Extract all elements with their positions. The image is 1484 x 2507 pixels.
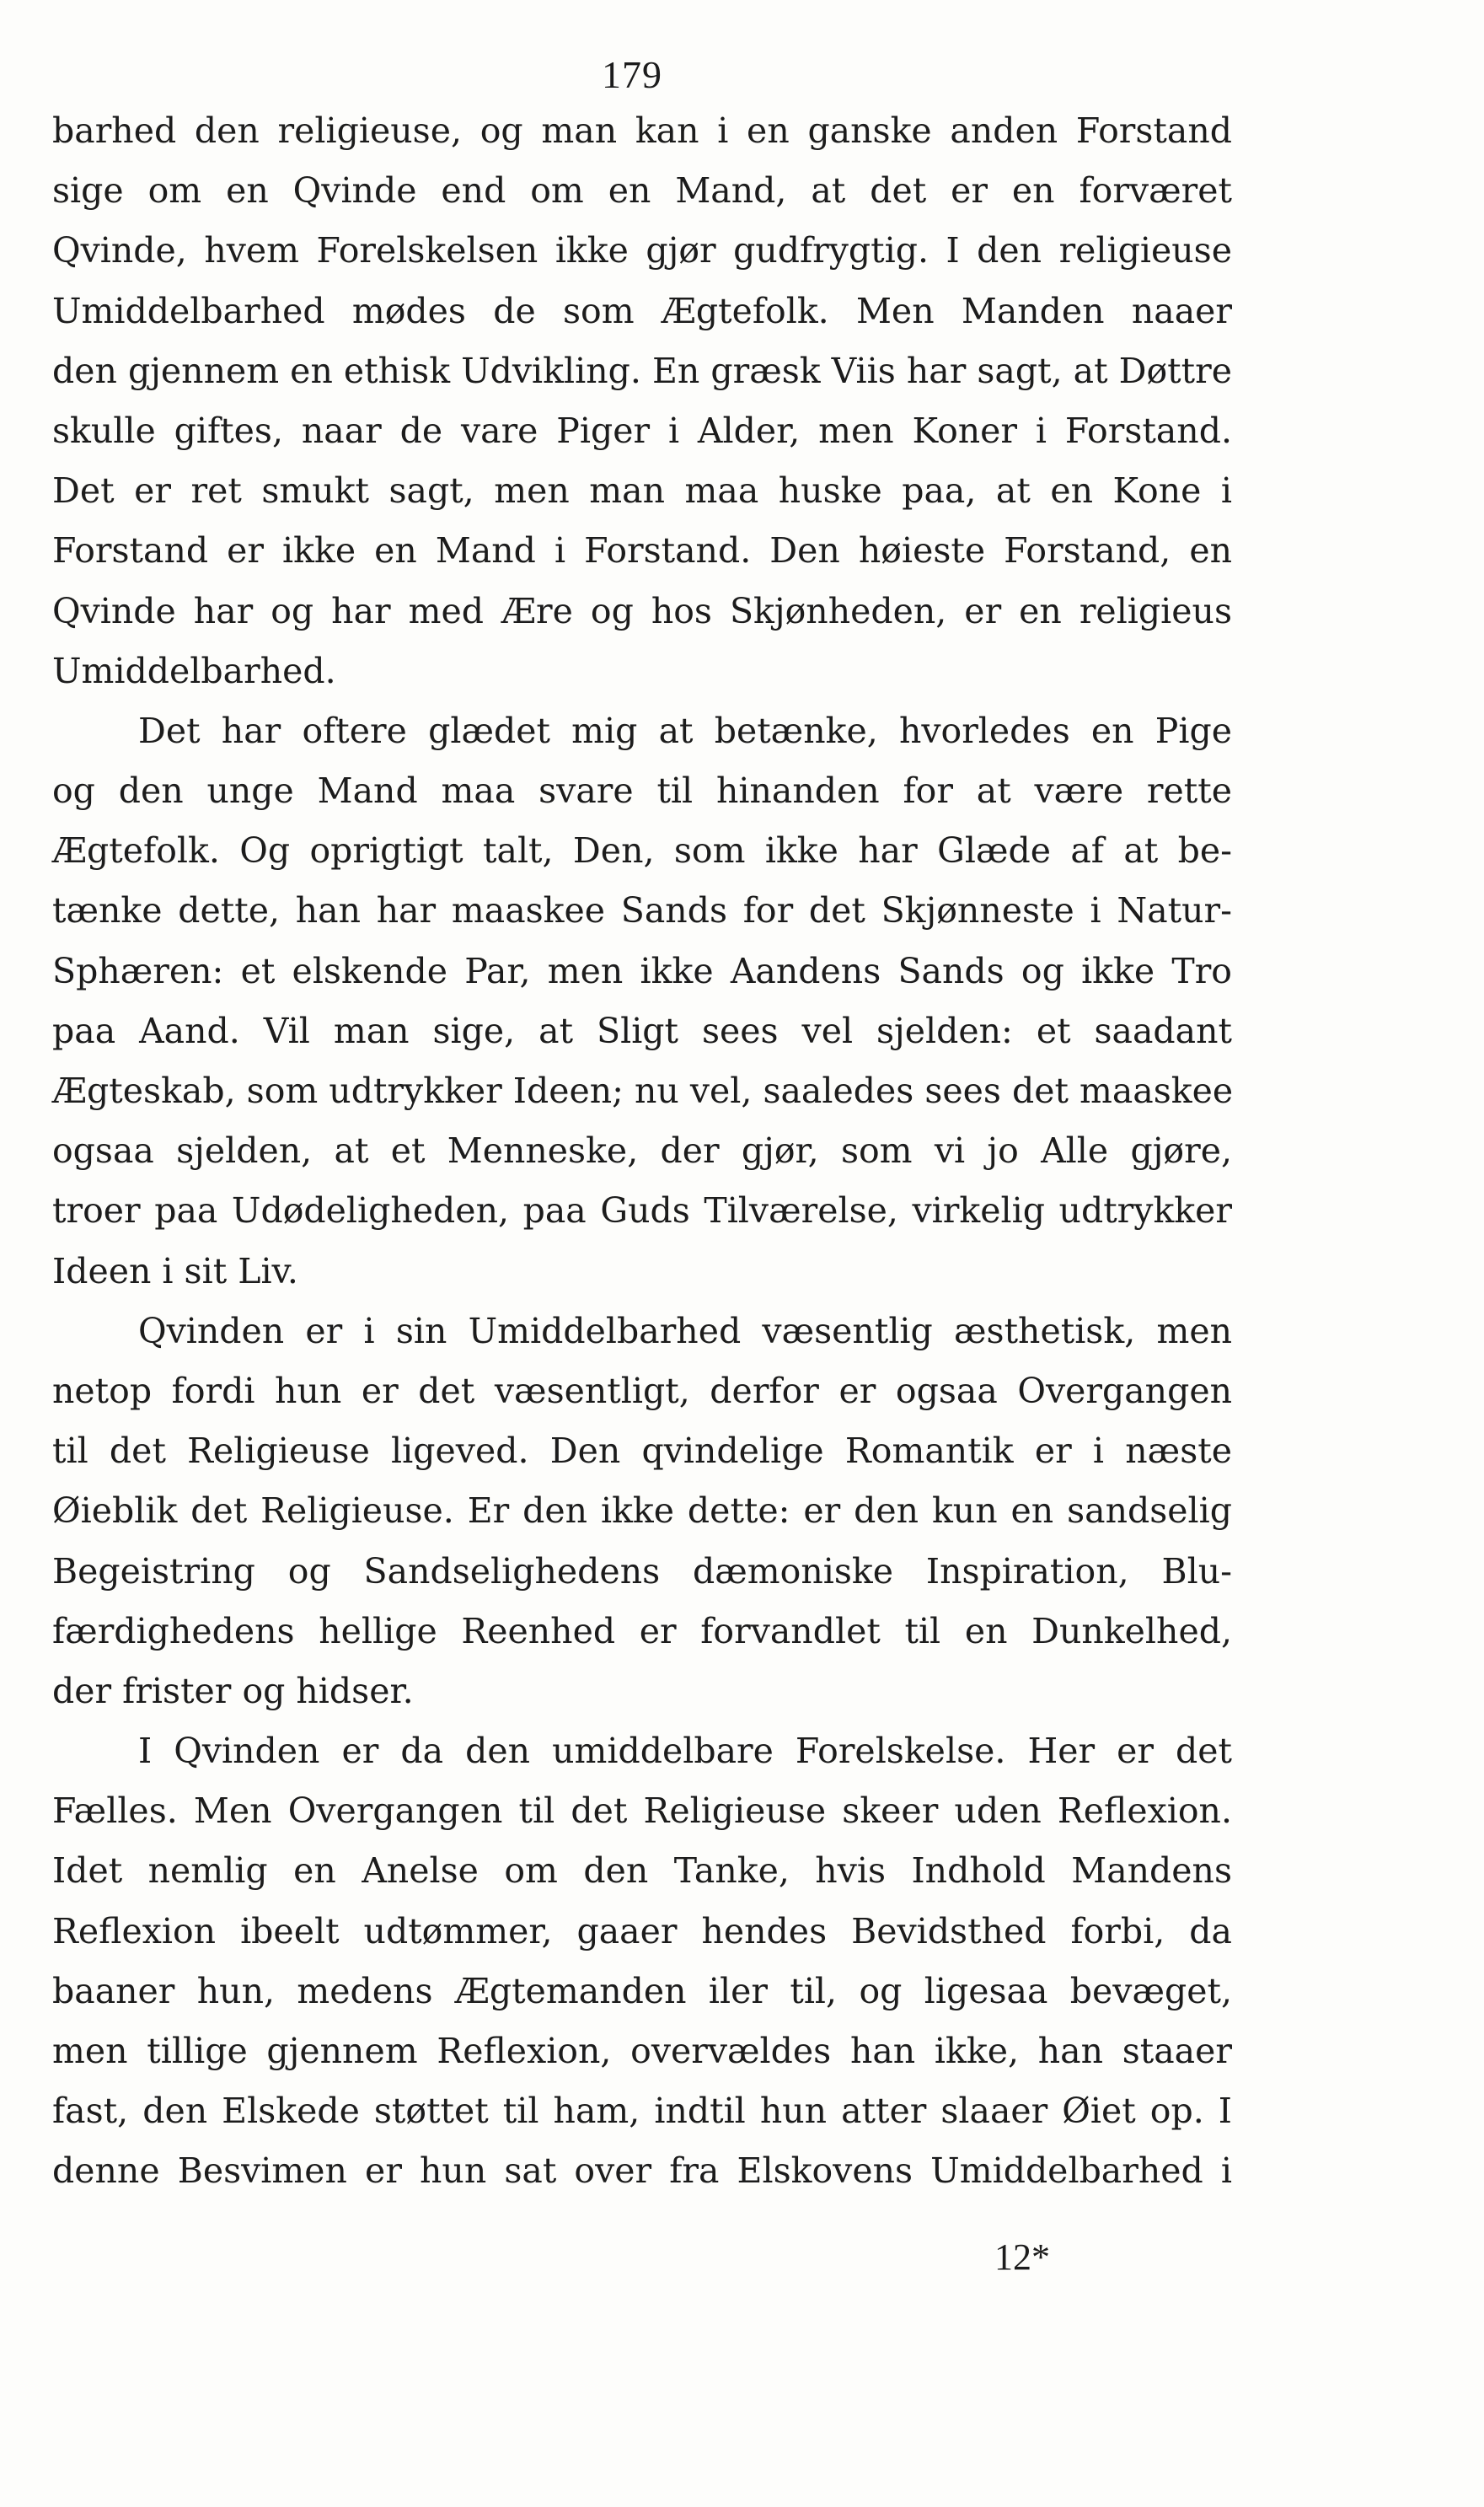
text-line: I Qvinden er da den umiddelbare Forelskelse. Her er det	[138, 1731, 1232, 1772]
text-line: fast, den Elskede støttet til ham, indtil hun atter slaaer Øiet op. I	[52, 2091, 1232, 2132]
text-line: men tillige gjennem Reflexion, overvældes han ikke, han staaer	[52, 2031, 1232, 2071]
text-line: Det har oftere glædet mig at betænke, hvorledes en Pige	[138, 710, 1232, 751]
text-line: Idet nemlig en Anelse om den Tanke, hvis Indhold Mandens	[52, 1850, 1232, 1892]
text-line: og den unge Mand maa svare til hinanden for at være rette	[52, 770, 1232, 812]
text-line: til det Religieuse ligeved. Den qvindelige Romantik er i næste	[52, 1431, 1232, 1472]
text-line: Qvinden er i sin Umiddelbarhed væsentlig æsthetisk, men	[138, 1310, 1232, 1351]
text-line: Umiddelbarhed.	[52, 650, 336, 691]
text-line: Det er ret smukt sagt, men man maa huske paa, at en Kone i	[52, 470, 1232, 512]
text-line: Ægteskab, som udtrykker Ideen; nu vel, saaledes sees det maaskee	[52, 1071, 1234, 1111]
text-line: sige om en Qvinde end om en Mand, at det er en forværet	[52, 170, 1232, 212]
text-line: der frister og hidser.	[52, 1670, 414, 1711]
text-line: Reflexion ibeelt udtømmer, gaaer hendes Bevidsthed forbi, da	[52, 1910, 1232, 1951]
text-line: paa Aand. Vil man sige, at Sligt sees vel sjelden: et saadant	[52, 1010, 1232, 1051]
body-text	[52, 101, 1232, 2202]
text-line: Ideen i sit Liv.	[52, 1250, 298, 1291]
text-line: den gjennem en ethisk Udvikling. En græsk Viis har sagt, at Døttre	[52, 350, 1232, 391]
page-number: 179	[602, 53, 662, 96]
text-line: denne Besvimen er hun sat over fra Elskovens Umiddelbarhed i	[52, 2150, 1232, 2192]
text-line: troer paa Udødeligheden, paa Guds Tilværelse, virkelig udtrykker	[52, 1190, 1232, 1232]
text-line: Begeistring og Sandselighedens dæmoniske Inspiration, Blu-	[52, 1550, 1232, 1592]
text-line: ogsaa sjelden, at et Menneske, der gjør, som vi jo Alle gjøre,	[52, 1130, 1232, 1172]
text-line: Qvinde, hvem Forelskelsen ikke gjør gudfrygtig. I den religieuse	[52, 230, 1232, 271]
text-line: barhed den religieuse, og man kan i en ganske anden Forstand	[52, 110, 1232, 151]
text-line: Ægtefolk. Og oprigtigt talt, Den, som ikke har Glæde af at be-	[52, 830, 1232, 872]
text-line: baaner hun, medens Ægtemanden iler til, og ligesaa bevæget,	[52, 1970, 1232, 2011]
text-line: Øieblik det Religieuse. Er den ikke dette: er den kun en sandselig	[52, 1490, 1232, 1532]
text-line: færdighedens hellige Reenhed er forvandlet til en Dunkelhed,	[52, 1610, 1232, 1651]
text-line: Forstand er ikke en Mand i Forstand. Den høieste Forstand, en	[52, 530, 1232, 572]
text-line: Umiddelbarhed mødes de som Ægtefolk. Men Manden naaer	[52, 290, 1232, 331]
text-line: Fælles. Men Overgangen til det Religieuse skeer uden Reflexion.	[52, 1790, 1232, 1832]
text-line: tænke dette, han har maaskee Sands for det Skjønneste i Natur-	[52, 890, 1232, 931]
text-line: Sphæren: et elskende Par, men ikke Aandens Sands og ikke Tro	[52, 950, 1232, 991]
signature-mark: 12*	[994, 2236, 1050, 2278]
text-line: netop fordi hun er det væsentligt, derfor er ogsaa Overgangen	[52, 1370, 1232, 1411]
text-line: skulle giftes, naar de vare Piger i Alder, men Koner i Forstand.	[52, 410, 1232, 451]
text-line: Qvinde har og har med Ære og hos Skjønheden, er en religieus	[52, 590, 1232, 631]
